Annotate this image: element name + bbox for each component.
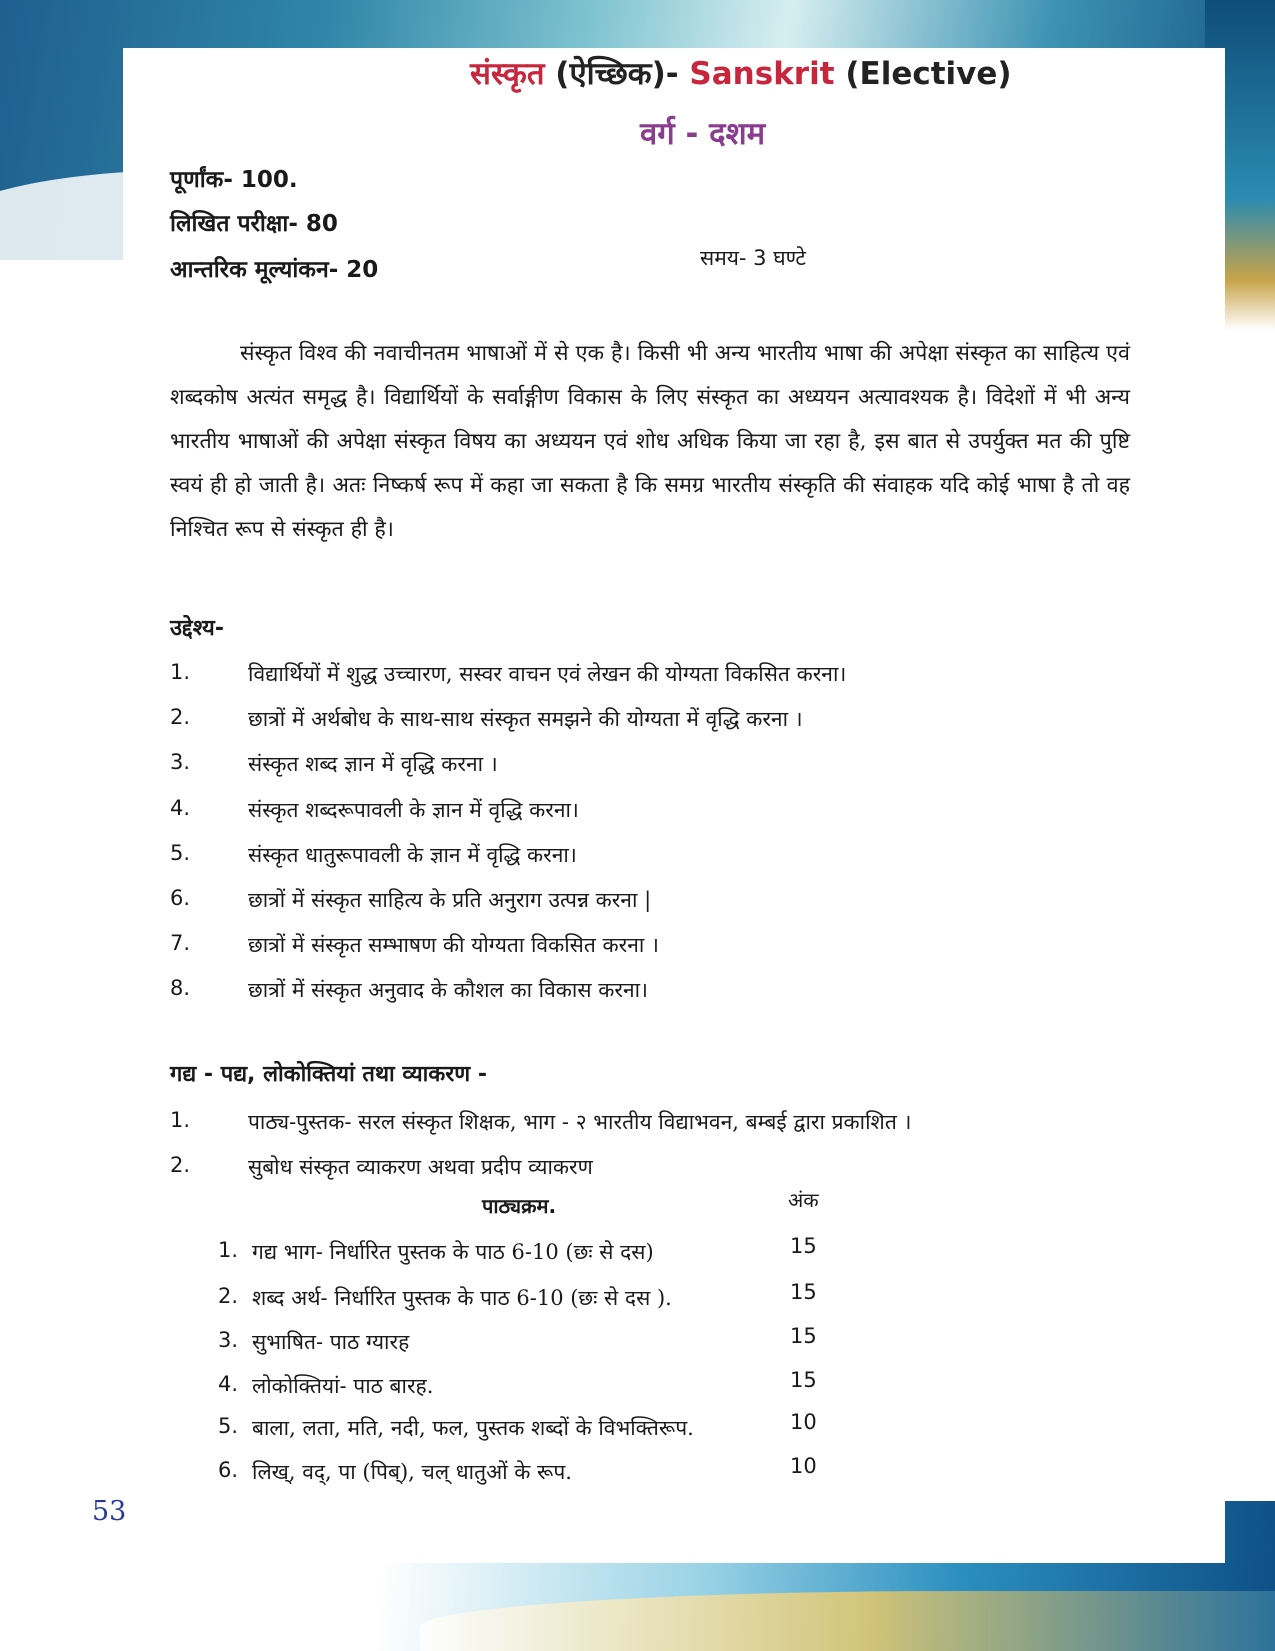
page-number: 53 <box>92 1496 127 1527</box>
objective-item <box>170 705 1150 745</box>
objective-item <box>170 976 1150 1016</box>
objective-text: विद्यार्थियों में शुद्ध उच्चारण, सस्वर वाचन एवं लेखन की योग्यता विकसित करना। <box>248 662 847 686</box>
syllabus-row <box>218 1280 828 1324</box>
section-number: 1. <box>170 1108 191 1132</box>
objective-number: 1. <box>170 660 191 684</box>
page-subtitle: वर्ग - दशम <box>640 116 766 152</box>
written-exam-marks: लिखित परीक्षा- 80 <box>170 211 338 237</box>
full-marks: पूर्णांक- 100. <box>170 167 298 193</box>
title-hindi: संस्कृत <box>470 56 545 92</box>
objective-item <box>170 660 1150 700</box>
objective-text: संस्कृत शब्दरूपावली के ज्ञान में वृद्धि करना। <box>248 798 579 822</box>
syllabus-text: लोकोक्तियां- पाठ बारह. <box>252 1374 434 1398</box>
objective-item <box>170 841 1150 881</box>
syllabus-row <box>218 1410 828 1454</box>
syllabus-text: गद्य भाग- निर्धारित पुस्तक के पाठ 6-10 (छः से दस) <box>252 1240 654 1264</box>
title-hindi-paren: (ऐच्छिक)- <box>555 56 679 92</box>
syllabus-marks: 10 <box>790 1410 817 1434</box>
syllabus-marks: 15 <box>790 1234 817 1258</box>
objective-item <box>170 750 1150 790</box>
syllabus-marks-header: अंक <box>788 1188 819 1212</box>
syllabus-marks: 15 <box>790 1368 817 1392</box>
objectives-heading: उद्देश्य- <box>170 616 224 641</box>
objective-text: संस्कृत धातुरूपावली के ज्ञान में वृद्धि करना। <box>248 843 577 867</box>
section-item <box>170 1153 1150 1193</box>
objective-text: छात्रों में संस्कृत साहित्य के प्रति अनुराग उत्पन्न करना | <box>248 888 652 912</box>
syllabus-text: लिख्, वद्, पा (पिब्), चल् धातुओं के रूप. <box>252 1460 572 1484</box>
syllabus-number: 2. <box>218 1284 239 1308</box>
objective-text: छात्रों में संस्कृत अनुवाद के कौशल का विकास करना। <box>248 978 649 1002</box>
exam-time: समय- 3 घण्टे <box>700 246 806 270</box>
objective-item <box>170 796 1150 836</box>
objective-text: छात्रों में संस्कृत सम्भाषण की योग्यता विकसित करना । <box>248 933 659 957</box>
objective-number: 7. <box>170 931 191 955</box>
syllabus-marks: 10 <box>790 1454 817 1478</box>
objective-item <box>170 931 1150 971</box>
syllabus-row <box>218 1234 828 1278</box>
section-text: सुबोध संस्कृत व्याकरण अथवा प्रदीप व्याकरण <box>248 1155 593 1179</box>
objective-number: 2. <box>170 705 191 729</box>
syllabus-text: शब्द अर्थ- निर्धारित पुस्तक के पाठ 6-10 (छः से दस ). <box>252 1286 672 1310</box>
syllabus-number: 6. <box>218 1458 239 1482</box>
objective-number: 3. <box>170 750 191 774</box>
objective-number: 8. <box>170 976 191 1000</box>
syllabus-text: सुभाषित- पाठ ग्यारह <box>252 1330 410 1354</box>
objective-item <box>170 886 1150 926</box>
syllabus-marks: 15 <box>790 1324 817 1348</box>
intro-paragraph: संस्कृत विश्व की नवाचीनतम भाषाओं में से एक है। किसी भी अन्य भारतीय भाषा की अपेक्षा संस्कृत का साहित्य एवं शब्दकोष अत्यंत समृद्ध है। विद्यार्थियों के सर्वाङ्गीण विकास के लिए संस्कृत का अध्ययन अत्यावश्यक है। विदेशों में भी अन्य भारतीय भाषाओं की अपेक्षा संस्कृत विषय का अध्ययन एवं शोध अधिक किया जा रहा है, इस बात से उपर्युक्त मत की पुष्टि स्वयं ही हो जाती है। अतः निष्कर्ष रूप में कहा जा सकता है कि समग्र भारतीय संस्कृति की संवाहक यदि कोई भाषा है तो वह निश्चित रूप से संस्कृत ही है। <box>170 341 1130 542</box>
title-english: Sanskrit <box>689 56 835 92</box>
title-english-paren: (Elective) <box>845 56 1012 92</box>
section-item <box>170 1108 1150 1148</box>
objective-number: 5. <box>170 841 191 865</box>
syllabus-number: 5. <box>218 1414 239 1438</box>
objective-number: 6. <box>170 886 191 910</box>
syllabus-number: 3. <box>218 1328 239 1352</box>
syllabus-row <box>218 1368 828 1412</box>
syllabus-course-header: पाठ्यक्रम. <box>482 1194 557 1218</box>
syllabus-number: 1. <box>218 1238 239 1262</box>
section-number: 2. <box>170 1153 191 1177</box>
section-text: पाठ्य-पुस्तक- सरल संस्कृत शिक्षक, भाग - २ भारतीय विद्याभवन, बम्बई द्वारा प्रकाशित । <box>248 1110 912 1134</box>
syllabus-number: 4. <box>218 1372 239 1396</box>
objective-text: संस्कृत शब्द ज्ञान में वृद्धि करना । <box>248 752 498 776</box>
internal-assessment-marks: आन्तरिक मूल्यांकन- 20 <box>170 257 379 283</box>
syllabus-text: बाला, लता, मति, नदी, फल, पुस्तक शब्दों के विभक्तिरूप. <box>252 1416 694 1440</box>
section-heading: गद्य - पद्य, लोकोक्तियां तथा व्याकरण - <box>170 1062 487 1087</box>
syllabus-row <box>218 1454 828 1498</box>
page-title <box>470 52 1170 94</box>
objective-text: छात्रों में अर्थबोध के साथ-साथ संस्कृत समझने की योग्यता में वृद्धि करना । <box>248 707 803 731</box>
syllabus-marks: 15 <box>790 1280 817 1304</box>
syllabus-row <box>218 1324 828 1368</box>
objective-number: 4. <box>170 796 191 820</box>
